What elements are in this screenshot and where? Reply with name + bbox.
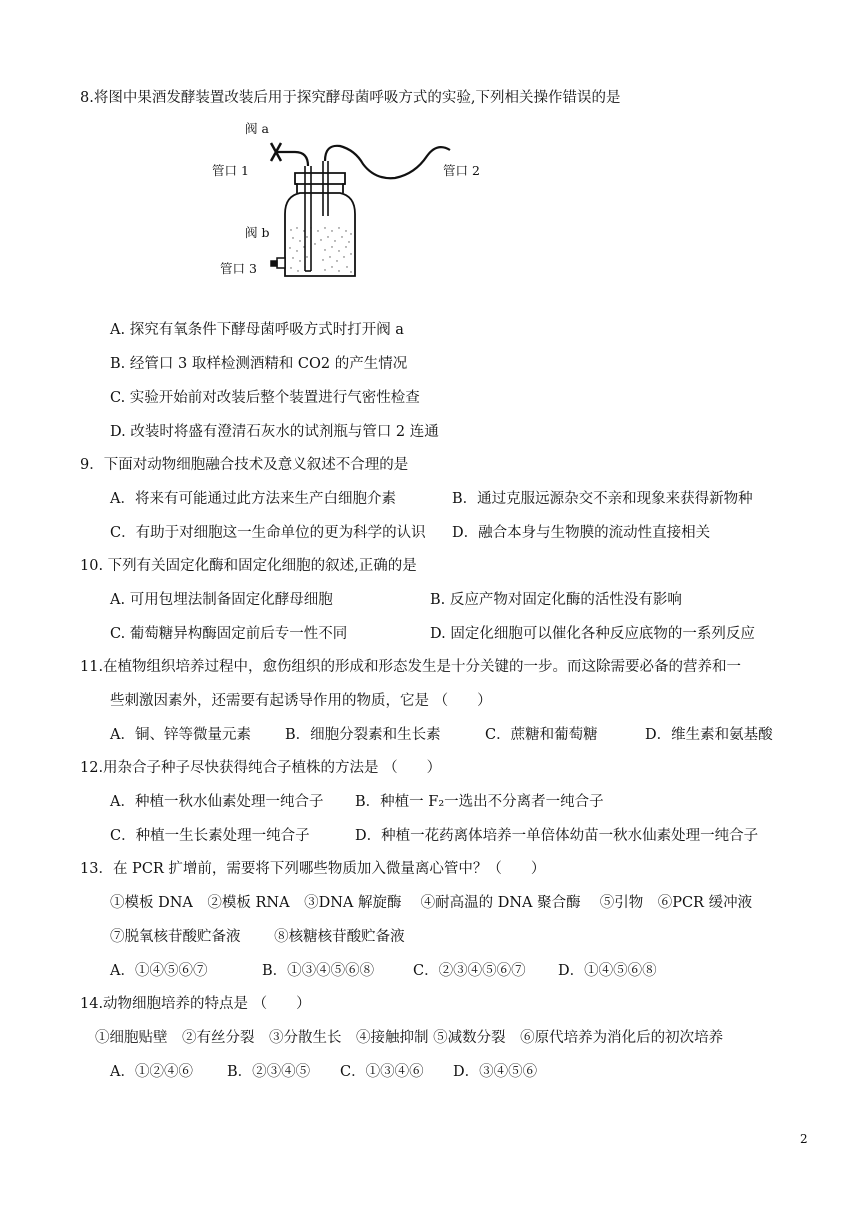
fermentation-apparatus-figure [205,116,505,286]
q14-option-b: B．②③④⑤ [227,1064,311,1080]
q13-option-b: B．①③④⑤⑥⑧ [262,963,375,979]
q11-stem-line-1: 11.在植物组织培养过程中，愈伤组织的形成和形态发生是十分关键的一步。而这除需要必备的营养和一 [80,659,742,675]
q11-stem-line-2: 些刺激因素外，还需要有起诱导作用的物质，它是 （ ） [110,693,492,709]
q14-option-c: C．①③④⑥ [340,1064,424,1080]
bottle [285,173,355,276]
q11-option-d: D．维生素和氨基酸 [645,727,773,743]
q12-option-d: D．种植一花药离体培养一单倍体幼苗一秋水仙素处理一纯合子 [355,828,759,844]
inlet-tube [305,166,311,271]
q14-stem: 14.动物细胞培养的特点是 （ ） [80,996,311,1012]
q10-stem: 10. 下列有关固定化酶和固定化细胞的叙述,正确的是 [80,558,417,574]
valve-b [271,258,285,268]
q8-option-b: B. 经管口 3 取样检测酒精和 CO2 的产生情况 [110,356,408,372]
label-valve-b: 阀 b [245,225,270,240]
q8-option-c: C. 实验开始前对改装后整个装置进行气密性检查 [110,390,420,406]
q14-items: ①细胞贴壁 ②有丝分裂 ③分散生长 ④接触抑制 ⑤减数分裂 ⑥原代培养为消化后的初次培养 [95,1030,724,1046]
label-port-3: 管口 3 [220,261,257,276]
q12-stem: 12.用杂合子种子尽快获得纯合子植株的方法是 （ ） [80,760,442,776]
q13-option-a: A．①④⑤⑥⑦ [110,963,208,979]
q14-option-d: D．③④⑤⑥ [453,1064,538,1080]
q12-option-a: A．种植一秋水仙素处理一纯合子 [110,794,324,810]
q14-option-a: A．①②④⑥ [110,1064,193,1080]
q8-option-d: D. 改装时将盛有澄清石灰水的试剂瓶与管口 2 连通 [110,424,439,440]
outlet-tube [323,161,328,216]
q9-option-b: B．通过克服远源杂交不亲和现象来获得新物种 [452,491,753,507]
liquid [289,227,351,272]
label-valve-a: 阀 a [245,121,269,136]
q11-option-c: C．蔗糖和葡萄糖 [485,727,598,743]
q13-items-line-2: ⑦脱氧核苷酸贮备液 ⑧核糖核苷酸贮备液 [110,929,405,945]
q12-option-b: B．种植一 F₂一选出不分离者一纯合子 [355,794,604,810]
q8-stem: 8.将图中果酒发酵装置改装后用于探究酵母菌呼吸方式的实验,下列相关操作错误的是 [80,90,621,106]
q10-option-a: A. 可用包埋法制备固定化酵母细胞 [110,592,333,608]
q11-option-a: A．铜、锌等微量元素 [110,727,251,743]
q10-option-c: C. 葡萄糖异构酶固定前后专一性不同 [110,626,348,642]
label-port-2: 管口 2 [443,163,480,178]
q10-option-b: B. 反应产物对固定化酶的活性没有影响 [430,592,682,608]
q10-option-d: D. 固定化细胞可以催化各种反应底物的一系列反应 [430,626,755,642]
q13-items-line-1: ①模板 DNA ②模板 RNA ③DNA 解旋酶 ④耐高温的 DNA 聚合酶 ⑤引物 ⑥PCR 缓冲液 [110,895,753,911]
q13-option-d: D．①④⑤⑥⑧ [558,963,657,979]
q13-stem: 13．在 PCR 扩增前，需要将下列哪些物质加入微量离心管中？（ ） [80,861,546,877]
page-number: 2 [800,1132,808,1146]
port-1-tube [271,143,308,166]
q11-option-b: B．细胞分裂素和生长素 [285,727,441,743]
label-port-1: 管口 1 [212,163,249,178]
q9-option-d: D．融合本身与生物膜的流动性直接相关 [452,525,711,541]
q9-stem: 9．下面对动物细胞融合技术及意义叙述不合理的是 [80,457,409,473]
q9-option-a: A．将来有可能通过此方法来生产白细胞介素 [110,491,396,507]
q8-option-a: A. 探究有氧条件下酵母菌呼吸方式时打开阀 a [110,322,404,338]
q13-option-c: C．②③④⑤⑥⑦ [413,963,526,979]
q9-option-c: C．有助于对细胞这一生命单位的更为科学的认识 [110,525,426,541]
q12-option-c: C．种植一生长素处理一纯合子 [110,828,310,844]
